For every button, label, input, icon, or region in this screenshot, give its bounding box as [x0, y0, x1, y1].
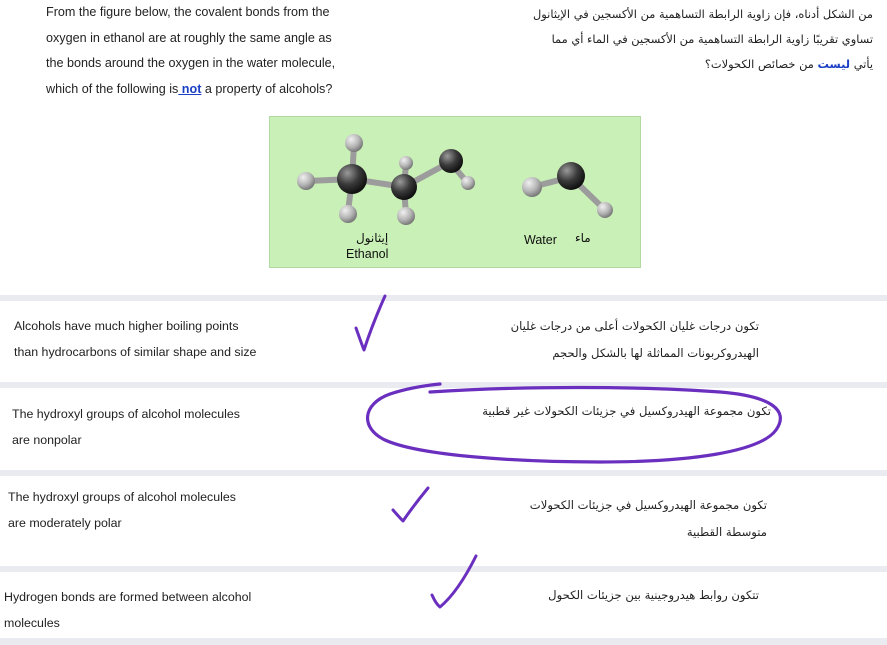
ethanol-label-arabic: إيثانول	[356, 231, 389, 245]
ethanol-label-english: Ethanol	[346, 247, 389, 261]
option-2-ar-line-1: تكون مجموعة الهيدروكسيل في جزيئات الكحولات غير قطبية	[482, 404, 771, 418]
question-ar-line-3	[443, 52, 873, 77]
option-2-arabic	[371, 398, 771, 425]
question-ar-last-prefix: يأتي	[853, 57, 873, 71]
molecule-drawing	[270, 117, 642, 269]
option-1-en-line-1: Alcohols have much higher boiling points	[14, 319, 239, 333]
option-1-en-line-2: than hydrocarbons of similar shape and size	[14, 345, 257, 359]
ethanol-carbon-1	[337, 164, 367, 194]
option-4-en-line-1: Hydrogen bonds are formed between alcohol	[4, 590, 252, 604]
question-english	[46, 0, 446, 102]
option-1-ar-line-2: الهيدروكربونات المماثلة لها بالشكل والحجم	[552, 346, 759, 360]
option-3-ar-line-1: تكون مجموعة الهيدروكسيل في جزيئات الكحولات	[529, 498, 767, 512]
water-oxygen	[557, 162, 585, 190]
water-label-arabic: ماء	[575, 231, 591, 245]
option-3-en-line-1: The hydroxyl groups of alcohol molecules	[8, 490, 236, 504]
question-ar-emphasis-laysat: ليست	[817, 57, 851, 71]
ethanol-h-bottom-left	[339, 205, 357, 223]
water-h-right	[597, 202, 613, 218]
bottom-divider	[0, 638, 887, 645]
question-en-line-4	[46, 77, 446, 103]
option-4-arabic	[359, 582, 759, 609]
answer-option-1[interactable]	[0, 295, 887, 376]
question-en-line-2: oxygen in ethanol are at roughly the same angle as	[46, 30, 332, 45]
option-2-en-line-2: are nonpolar	[12, 433, 82, 447]
option-1-arabic	[359, 313, 759, 367]
ethanol-h-hydroxyl	[461, 176, 475, 190]
question-en-emphasis-not: not	[178, 81, 202, 96]
answer-option-3[interactable]	[0, 470, 887, 560]
answer-option-4[interactable]	[0, 566, 887, 638]
question-en-last-suffix: a property of alcohols?	[201, 81, 333, 96]
option-4-ar-line-1: تتكون روابط هيدروجينية بين جزيئات الكحول	[548, 588, 759, 602]
question-en-line-1: From the figure below, the covalent bonds from the	[46, 5, 330, 19]
option-3-english	[8, 484, 236, 536]
water-label-english: Water	[524, 233, 557, 247]
question-en-last-prefix: which of the following is	[46, 81, 179, 96]
option-3-arabic	[367, 492, 767, 546]
option-1-english	[14, 313, 256, 365]
option-3-ar-line-2: متوسطة القطبية	[686, 525, 767, 539]
ethanol-h-mid-bottom	[397, 207, 415, 225]
option-2-en-line-1: The hydroxyl groups of alcohol molecules	[12, 407, 240, 421]
question-ar-line-1: من الشكل أدناه، فإن زاوية الرابطة التساهمية من الأكسجين في الإيثانول	[533, 7, 873, 21]
ethanol-h-mid-top	[399, 156, 413, 170]
ethanol-carbon-2	[391, 174, 417, 200]
option-1-ar-line-1: تكون درجات غليان الكحولات أعلى من درجات غليان	[510, 319, 759, 333]
water-h-left	[522, 177, 542, 197]
option-2-english	[12, 401, 240, 453]
molecule-figure	[269, 116, 641, 268]
ethanol-oxygen	[439, 149, 463, 173]
question-arabic	[443, 2, 873, 77]
ethanol-h-left	[297, 172, 315, 190]
question-ar-line-2: تساوي تقريبًا زاوية الرابطة التساهمية من الأكسجين في الماء أي مما	[551, 32, 873, 46]
option-3-en-line-2: are moderately polar	[8, 516, 122, 530]
ethanol-h-top	[345, 134, 363, 152]
answer-option-2[interactable]	[0, 382, 887, 464]
question-en-line-3: the bonds around the oxygen in the water molecule,	[46, 56, 336, 70]
question-ar-last-suffix: من خصائص الكحولات؟	[704, 57, 814, 71]
option-4-english	[4, 584, 251, 636]
option-4-en-line-2: molecules	[4, 616, 60, 630]
